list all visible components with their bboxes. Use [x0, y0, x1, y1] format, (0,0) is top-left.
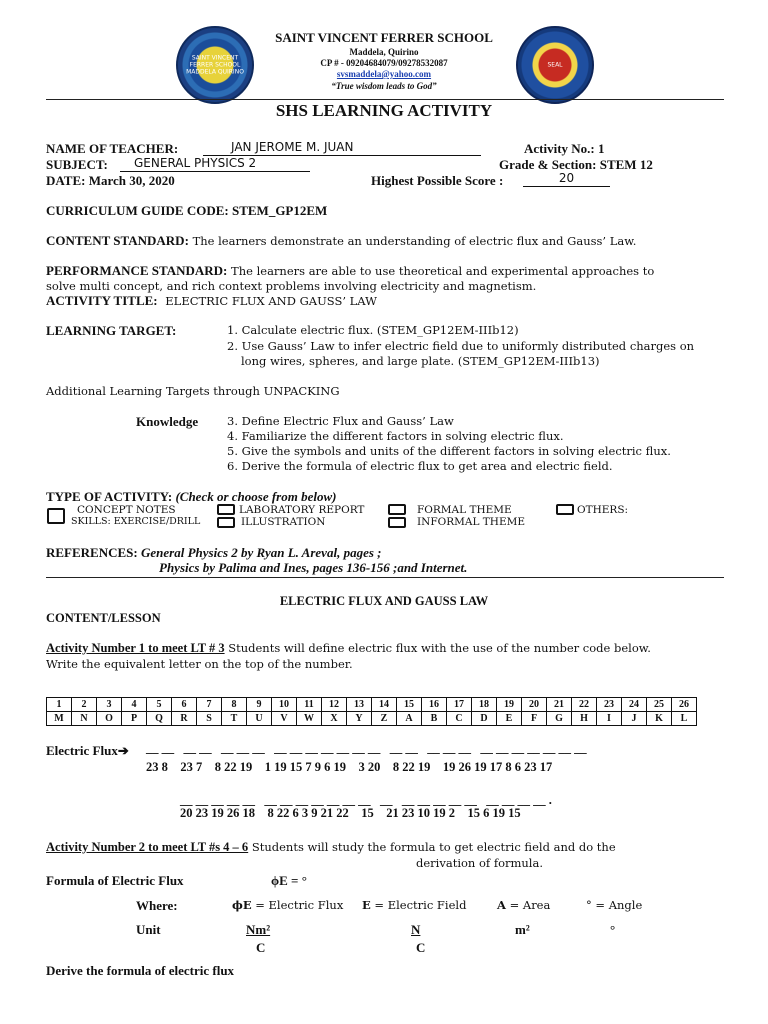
option-concept-notes: CONCEPT NOTES — [77, 504, 176, 516]
activity-title-text: ELECTRIC FLUX AND GAUSS’ LAW — [165, 294, 377, 308]
activity1-text2: Write the equivalent letter on the top of the number. — [46, 657, 353, 671]
code-letter-cell: A — [397, 712, 422, 726]
date: DATE: March 30, 2020 — [46, 173, 175, 188]
code-number-cell: 11 — [297, 698, 322, 712]
a-desc: = Area — [505, 898, 551, 912]
learning-target-2: 2. Use Gauss’ Law to infer electric field due to uniformly distributed charges on — [227, 339, 695, 353]
code-number-cell: 22 — [572, 698, 597, 712]
knowledge-item-5: 5. Give the symbols and units of the different factors in solving electric flux. — [227, 444, 671, 458]
code-letter-cell: H — [572, 712, 597, 726]
angle-symbol: ° — [586, 898, 592, 912]
derive-heading: Derive the formula of electric flux — [46, 963, 235, 978]
code-letter-cell: M — [47, 712, 72, 726]
activity-title-label: ACTIVITY TITLE: — [46, 293, 158, 308]
flux-numbers-row1: 23 8 23 7 8 22 19 1 19 15 7 9 6 19 3 20 8 22 19 19 26 19 17 8 6 23 17 — [146, 760, 553, 774]
code-number-cell: 2 — [72, 698, 97, 712]
school-location: Maddela, Quirino — [349, 47, 419, 57]
code-number-cell: 3 — [97, 698, 122, 712]
code-letter-cell: L — [672, 712, 697, 726]
hps-field — [523, 171, 610, 187]
activity-title — [46, 293, 377, 309]
unit-flux-denominator: C — [256, 940, 266, 955]
code-number-cell: 18 — [472, 698, 497, 712]
number-code-table — [46, 697, 697, 726]
option-illustration: ILLUSTRATION — [241, 516, 326, 528]
learning-target-2b: long wires, spheres, and large plate. (STEM_GP12EM-IIIb13) — [241, 354, 600, 368]
performance-standard-label: PERFORMANCE STANDARD: — [46, 263, 228, 278]
flux-blanks-row2[interactable]: __ __ __ __ __ __ __ __ __ __ __ __ __ __ __ __ __ __ __ __ __ __ . — [180, 793, 552, 807]
code-table-letters-row — [47, 712, 697, 726]
header-divider — [46, 99, 724, 100]
code-letter-cell: K — [647, 712, 672, 726]
performance-standard — [46, 263, 724, 279]
code-letter-cell: G — [547, 712, 572, 726]
teacher-label: NAME OF TEACHER: — [46, 141, 179, 156]
code-letter-cell: F — [522, 712, 547, 726]
code-letter-cell: S — [197, 712, 222, 726]
code-letter-cell: Z — [372, 712, 397, 726]
code-number-cell: 23 — [597, 698, 622, 712]
code-letter-cell: I — [597, 712, 622, 726]
code-letter-cell: N — [72, 712, 97, 726]
school-motto: “True wisdom leads to God” — [331, 81, 437, 91]
learning-target-label: LEARNING TARGET: — [46, 323, 177, 338]
code-letter-cell: B — [422, 712, 447, 726]
code-number-cell: 10 — [272, 698, 297, 712]
school-logo-left-text: SAINT VINCENT FERRER SCHOOL MADDELA QUIRINO — [186, 54, 244, 76]
content-standard-text: The learners demonstrate an understanding of electric flux and Gauss’ Law. — [192, 234, 637, 248]
unit-flux-numerator: Nm² — [246, 922, 271, 937]
content-standard — [46, 233, 636, 249]
type-of-activity — [46, 489, 336, 505]
learning-target-1: 1. Calculate electric flux. (STEM_GP12EM-IIIb12) — [227, 323, 519, 337]
code-number-cell: 15 — [397, 698, 422, 712]
hps-label: Highest Possible Score : — [371, 173, 504, 188]
activity1-label: Activity Number 1 to meet LT # 3 — [46, 641, 225, 655]
references — [46, 545, 381, 561]
unit-angle: ° — [610, 922, 616, 937]
angle-desc: = Angle — [591, 898, 643, 912]
performance-standard-text2: solve multi concept, and rich context problems involving electricity and magnetism. — [46, 279, 537, 293]
knowledge-item-3: 3. Define Electric Flux and Gauss’ Law — [227, 414, 454, 428]
knowledge-label: Knowledge — [136, 414, 199, 429]
code-letter-cell: U — [247, 712, 272, 726]
knowledge-item-6: 6. Derive the formula of electric flux to get area and electric field. — [227, 459, 613, 473]
code-number-cell: 25 — [647, 698, 672, 712]
flux-numbers-row2: 20 23 19 26 18 8 22 6 3 9 21 22 15 21 23 10 19 2 15 6 19 15 — [180, 806, 521, 820]
option-lab-report: LABORATORY REPORT — [239, 504, 365, 516]
checkbox-informal-theme[interactable] — [388, 517, 406, 528]
unit-area: m² — [515, 922, 530, 937]
code-letter-cell: Q — [147, 712, 172, 726]
code-number-cell: 21 — [547, 698, 572, 712]
a-definition — [497, 898, 550, 913]
code-letter-cell: O — [97, 712, 122, 726]
code-number-cell: 26 — [672, 698, 697, 712]
page-title: SHS LEARNING ACTIVITY — [275, 101, 493, 120]
activity1-text1: Students will define electric flux with the use of the number code below. — [224, 641, 651, 655]
phi-definition — [232, 898, 343, 913]
subject-label: SUBJECT: — [46, 157, 108, 172]
code-letter-cell: R — [172, 712, 197, 726]
activity2-text2: derivation of formula. — [416, 856, 543, 870]
subject-value: GENERAL PHYSICS 2 — [134, 156, 257, 170]
option-formal-theme: FORMAL THEME — [417, 504, 512, 516]
school-email-link[interactable]: svsmaddela@yahoo.com — [336, 69, 432, 79]
code-letter-cell: D — [472, 712, 497, 726]
code-letter-cell: J — [622, 712, 647, 726]
activity2-label: Activity Number 2 to meet LT #s 4 – 6 — [46, 840, 249, 854]
option-informal-theme: INFORMAL THEME — [417, 516, 526, 528]
code-number-cell: 9 — [247, 698, 272, 712]
teacher-value: JAN JEROME M. JUAN — [231, 140, 354, 154]
phi-symbol: ϕE — [232, 898, 252, 912]
checkbox-lab-report[interactable] — [217, 504, 235, 515]
formula-expression: ϕE = ° — [271, 873, 307, 888]
option-skills: SKILLS: EXERCISE/DRILL — [71, 516, 201, 527]
angle-definition — [586, 898, 642, 913]
checkbox-others[interactable] — [556, 504, 574, 515]
code-letter-cell: E — [497, 712, 522, 726]
code-letter-cell: P — [122, 712, 147, 726]
code-letter-cell: V — [272, 712, 297, 726]
formula-label: Formula of Electric Flux — [46, 873, 184, 888]
code-number-cell: 12 — [322, 698, 347, 712]
code-number-cell: 4 — [122, 698, 147, 712]
code-number-cell: 14 — [372, 698, 397, 712]
code-number-cell: 7 — [197, 698, 222, 712]
e-definition — [362, 898, 466, 913]
teacher-field — [203, 140, 481, 156]
subject-field — [120, 156, 310, 172]
type-of-activity-hint: (Check or choose from below) — [175, 489, 337, 504]
code-letter-cell: W — [297, 712, 322, 726]
activity1 — [46, 641, 651, 656]
school-contact: CP # - 09204684079/09278532087 — [320, 58, 448, 68]
unit-field-denominator: C — [416, 940, 426, 955]
code-letter-cell: C — [447, 712, 472, 726]
code-number-cell: 6 — [172, 698, 197, 712]
type-of-activity-label: TYPE OF ACTIVITY: — [46, 489, 173, 504]
a-symbol: A — [497, 898, 506, 912]
code-number-cell: 8 — [222, 698, 247, 712]
content-standard-label: CONTENT STANDARD: — [46, 233, 189, 248]
performance-standard-text1: The learners are able to use theoretical and experimental approaches to — [231, 264, 655, 278]
code-letter-cell: X — [322, 712, 347, 726]
school-name: SAINT VINCENT FERRER SCHOOL — [275, 30, 493, 45]
code-number-cell: 5 — [147, 698, 172, 712]
code-number-cell: 1 — [47, 698, 72, 712]
code-letter-cell: T — [222, 712, 247, 726]
unit-label: Unit — [136, 922, 161, 937]
code-table-numbers-row — [47, 698, 697, 712]
code-number-cell: 13 — [347, 698, 372, 712]
checkbox-concept-skills[interactable] — [47, 508, 65, 524]
e-symbol: E — [362, 898, 371, 912]
hps-value: 20 — [558, 171, 575, 185]
option-others: OTHERS: — [577, 504, 629, 516]
content-lesson: CONTENT/LESSON — [46, 611, 161, 625]
e-desc: = Electric Field — [370, 898, 467, 912]
code-number-cell: 17 — [447, 698, 472, 712]
code-number-cell: 24 — [622, 698, 647, 712]
code-number-cell: 16 — [422, 698, 447, 712]
phi-desc: = Electric Flux — [251, 898, 344, 912]
references-line1: General Physics 2 by Ryan L. Areval, pages ; — [141, 545, 382, 560]
where-label: Where: — [136, 898, 178, 913]
knowledge-item-4: 4. Familiarize the different factors in solving electric flux. — [227, 429, 564, 443]
electric-flux-label: Electric Flux➔ — [46, 743, 129, 758]
activity2 — [46, 840, 616, 855]
seal-logo-right-text: SEAL — [547, 61, 563, 69]
unit-field-numerator: N — [411, 922, 421, 937]
section-title: ELECTRIC FLUX AND GAUSS LAW — [279, 594, 489, 608]
flux-blanks-row1[interactable]: __ __ __ __ __ __ __ __ __ __ __ __ __ __ __ __ __ __ __ __ __ __ __ __ __ __ — [146, 741, 587, 755]
references-line2: Physics by Palima and Ines, pages 136-156 ;and Internet. — [159, 560, 468, 575]
additional-targets: Additional Learning Targets through UNPACKING — [46, 384, 340, 398]
references-divider — [46, 577, 724, 578]
references-label: REFERENCES: — [46, 545, 138, 560]
activity2-text1: Students will study the formula to get electric field and do the — [248, 840, 616, 854]
code-number-cell: 20 — [522, 698, 547, 712]
curriculum-code: CURRICULUM GUIDE CODE: STEM_GP12EM — [46, 203, 328, 218]
checkbox-illustration[interactable] — [217, 517, 235, 528]
activity-no: Activity No.: 1 — [524, 141, 605, 156]
code-letter-cell: Y — [347, 712, 372, 726]
checkbox-formal-theme[interactable] — [388, 504, 406, 515]
code-number-cell: 19 — [497, 698, 522, 712]
grade-section: Grade & Section: STEM 12 — [499, 157, 653, 172]
